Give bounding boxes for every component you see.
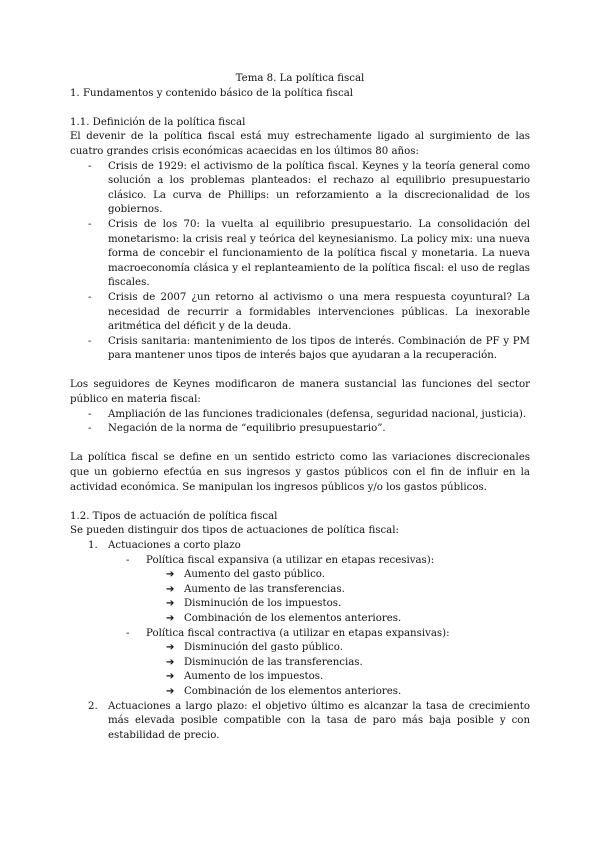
- corto-plazo-label: Actuaciones a corto plazo: [108, 540, 241, 551]
- crisis-item-70s: - Crisis de los 70: la vuelta al equilibrio presupuestario. La consolidación del monetarismo: la crisis real y teórica del keynesianismo. La policy mix: una nueva forma de concebir el funcionamiento de la política fiscal y monetaria. La nueva macroeconomía clásica y el replanteamiento de la política fiscal: el uso de reglas fiscales.: [108, 218, 530, 291]
- measure-item: [166, 612, 530, 627]
- measure-text: Aumento de los impuestos.: [184, 671, 324, 683]
- arrow-right-icon: ➔: [166, 685, 175, 697]
- measure-text: Aumento del gasto público.: [184, 569, 325, 581]
- subsection-1-1-heading: 1.1. Definición de la política fiscal: [70, 116, 246, 128]
- crisis-list: [70, 160, 530, 364]
- keynes-item-negacion: - Negación de la norma de “equilibrio presupuestario”.: [108, 422, 530, 437]
- arrow-right-icon: ➔: [166, 642, 175, 654]
- measure-text: Disminución de las transferencias.: [184, 656, 363, 668]
- measure-text: Disminución del gasto público.: [184, 642, 343, 654]
- arrow-right-icon: ➔: [166, 671, 175, 683]
- document-title: Tema 8. La política fiscal: [235, 73, 365, 84]
- arrow-right-icon: ➔: [166, 583, 175, 595]
- arrow-right-icon: ➔: [166, 569, 175, 581]
- expansiva-measures: [146, 568, 530, 626]
- measure-item: [166, 685, 530, 700]
- contractiva-label: Política fiscal contractiva (a utilizar en etapas expansivas):: [146, 627, 450, 639]
- measure-text: Combinación de los elementos anteriores.: [184, 612, 402, 624]
- list-number: 2.: [88, 700, 98, 712]
- measure-text: Aumento de las transferencias.: [184, 583, 345, 595]
- crisis-item-2007: - Crisis de 2007 ¿un retorno al activismo o una mera respuesta coyuntural? La necesidad de recurrir a formidables intervenciones públicas. La inexorable aritmética del déficit y de la deuda.: [108, 291, 530, 335]
- keynes-list: [70, 408, 530, 437]
- measure-text: Disminución de los impuestos.: [184, 598, 342, 610]
- keynes-item-funciones: - Ampliación de las funciones tradicionales (defensa, seguridad nacional, justicia).: [108, 408, 530, 423]
- crisis-item-sanitaria: - Crisis sanitaria: mantenimiento de los tipos de interés. Combinación de PF y PM para mantener unos tipos de interés bajos que ayudaran a la recuperación.: [108, 335, 530, 364]
- measure-item: [166, 656, 530, 671]
- arrow-right-icon: ➔: [166, 598, 175, 610]
- subsection-1-2-intro: Se pueden distinguir dos tipos de actuaciones de política fiscal:: [70, 525, 399, 537]
- measure-item: [166, 597, 530, 612]
- definition-paragraph: La política fiscal se define en un sentido estricto como las variaciones discrecionales que un gobierno efectúa en sus ingresos y gastos públicos con el fin de influir en la actividad económica. Se manipulan los ingresos públicos y/o los gastos públicos.: [70, 452, 530, 493]
- corto-plazo-sublist: [108, 554, 530, 700]
- expansiva-item: [126, 554, 530, 627]
- arrow-right-icon: ➔: [166, 612, 175, 624]
- dash-marker: -: [126, 554, 130, 566]
- keynes-paragraph: Los seguidores de Keynes modificaron de manera sustancial las funciones del sector público en materia fiscal:: [70, 379, 530, 406]
- arrow-right-icon: ➔: [166, 656, 175, 668]
- intro-paragraph: El devenir de la política fiscal está muy estrechamente ligado al surgimiento de las cuatro grandes crisis económicas acaecidas en los últimos 80 años:: [70, 131, 530, 157]
- list-number: 1.: [88, 540, 98, 551]
- measure-item: [166, 641, 530, 656]
- subsection-1-2-heading: 1.2. Tipos de actuación de política fiscal: [70, 510, 278, 522]
- contractiva-measures: [146, 641, 530, 699]
- measure-item: [166, 568, 530, 583]
- measure-item: [166, 583, 530, 598]
- expansiva-label: Política fiscal expansiva (a utilizar en etapas recesivas):: [146, 554, 435, 566]
- contractiva-item: [126, 627, 530, 700]
- crisis-item-1929: - Crisis de 1929: el activismo de la política fiscal. Keynes y la teoría general como solución a los problemas planteados: el rechazo al equilibrio presupuestario clásico. La curva de Phillips: un reforzamiento a la discrecionalidad de los gobiernos.: [108, 160, 530, 218]
- largo-plazo-text: Actuaciones a largo plazo: el objetivo último es alcanzar la tasa de crecimiento más elevada posible compatible con la tasa de paro más baja posible y con estabilidad de precio.: [108, 700, 530, 741]
- actuaciones-list: [70, 539, 530, 743]
- dash-marker: -: [126, 627, 130, 639]
- measure-text: Combinación de los elementos anteriores.: [184, 685, 402, 697]
- actuaciones-corto-plazo: [88, 539, 530, 700]
- measure-item: [166, 670, 530, 685]
- actuaciones-largo-plazo: [88, 700, 530, 744]
- section1-heading: 1. Fundamentos y contenido básico de la política fiscal: [70, 87, 354, 99]
